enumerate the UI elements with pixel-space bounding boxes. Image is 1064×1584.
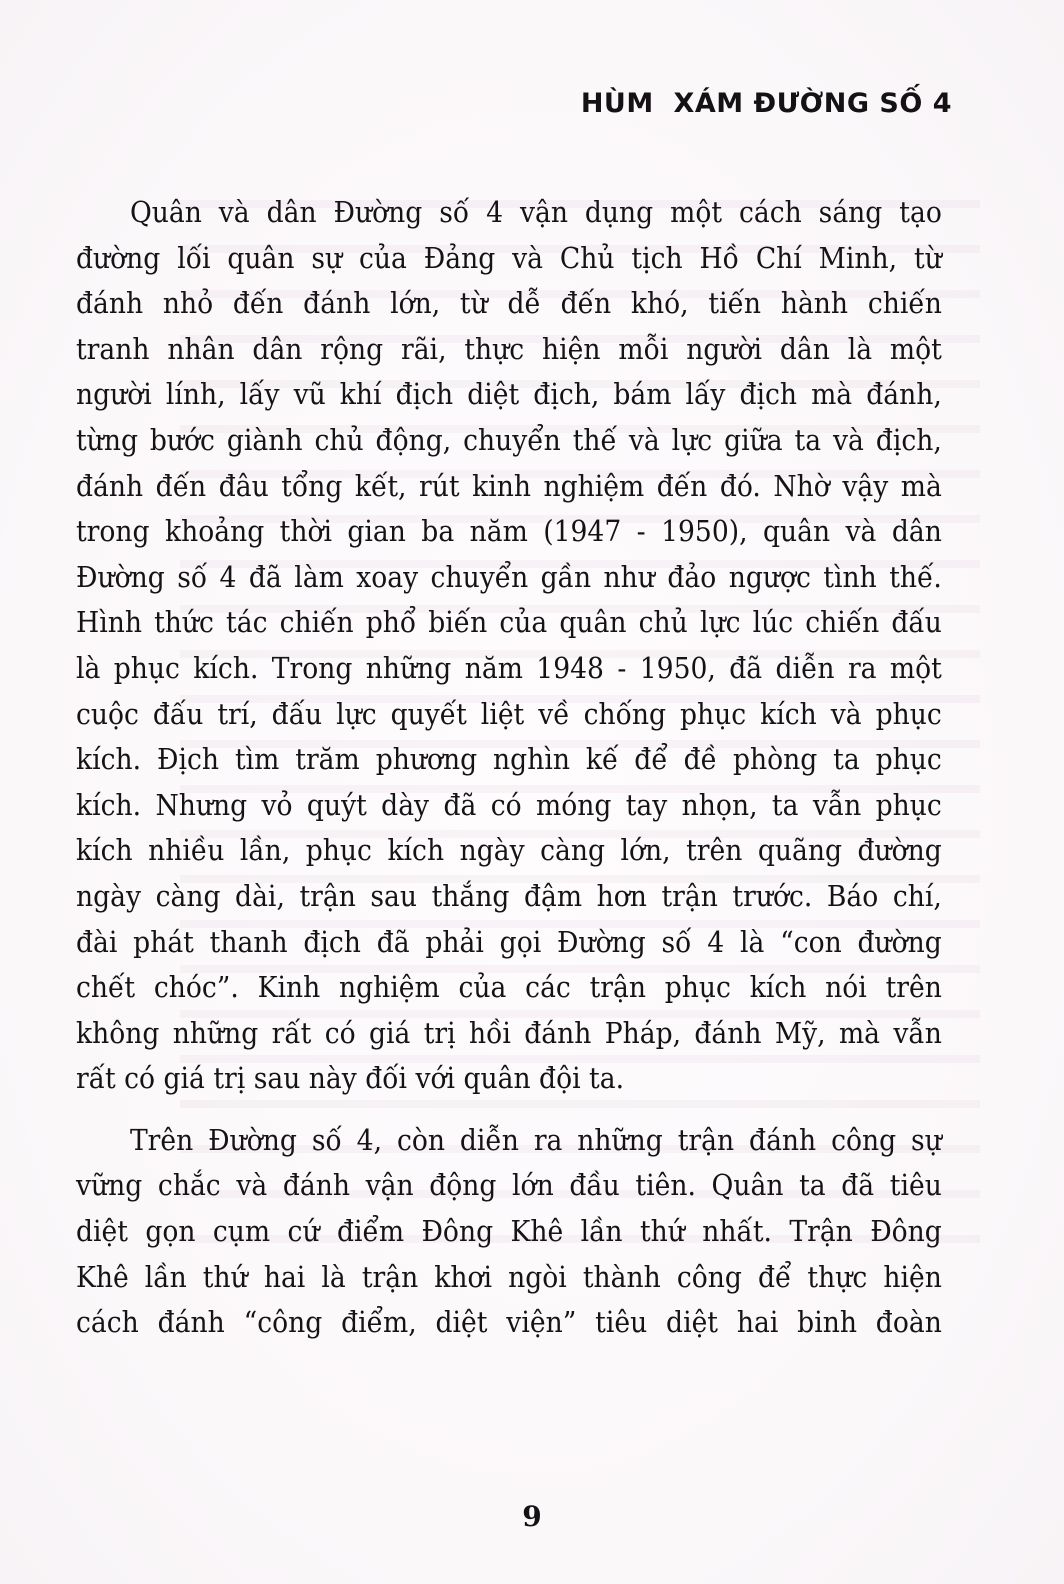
text-line: kích. Nhưng vỏ quýt dày đã có móng tay nhọn, ta vẫn phục <box>76 787 942 822</box>
text-line: đài phát thanh địch đã phải gọi Đường số 4 là “con đường <box>76 924 942 959</box>
text-line: chết chóc”. Kinh nghiệm của các trận phục kích nói trên <box>76 970 942 1005</box>
text-line: ngày càng dài, trận sau thắng đậm hơn trận trước. Báo chí, <box>76 878 942 913</box>
text-line: kích nhiều lần, phục kích ngày càng lớn, trên quãng đường <box>76 833 942 868</box>
text-line: đường lối quân sự của Đảng và Chủ tịch Hồ Chí Minh, từ <box>76 240 942 275</box>
paragraph-2 <box>76 1118 942 1346</box>
text-line: là phục kích. Trong những năm 1948 - 1950, đã diễn ra một <box>76 650 942 685</box>
text-line: từng bước giành chủ động, chuyển thế và lực giữa ta và địch, <box>76 422 942 457</box>
text-line: người lính, lấy vũ khí địch diệt địch, bám lấy địch mà đánh, <box>76 377 942 412</box>
text-line: Quân và dân Đường số 4 vận dụng một cách sáng tạo <box>129 195 942 229</box>
running-header: HÙM XÁM ĐƯỜNG SỐ 4 <box>580 88 952 119</box>
text-line: Hình thức tác chiến phổ biến của quân chủ lực lúc chiến đấu <box>76 605 942 640</box>
text-line: tranh nhân dân rộng rãi, thực hiện mỗi người dân là một <box>76 331 942 366</box>
text-line: diệt gọn cụm cứ điểm Đông Khê lần thứ nhất. Trận Đông <box>76 1214 942 1249</box>
text-line: vững chắc và đánh vận động lớn đầu tiên. Quân ta đã tiêu <box>76 1168 942 1203</box>
text-line: Trên Đường số 4, còn diễn ra những trận đánh công sự <box>129 1122 942 1157</box>
text-line: kích. Địch tìm trăm phương nghìn kế để đề phòng ta phục <box>76 742 942 777</box>
text-line: cách đánh “công điểm, diệt viện” tiêu diệt hai binh đoàn <box>76 1305 942 1340</box>
text-line: không những rất có giá trị hồi đánh Pháp, đánh Mỹ, mà vẫn <box>76 1015 942 1050</box>
paragraph-1 <box>76 190 942 1102</box>
text-line: trong khoảng thời gian ba năm (1947 - 1950), quân và dân <box>76 514 942 549</box>
page-number: 9 <box>522 1500 542 1533</box>
text-line: Khê lần thứ hai là trận khơi ngòi thành công để thực hiện <box>76 1259 942 1294</box>
text-line: rất có giá trị sau này đối với quân đội ta. <box>76 1061 625 1096</box>
paragraph-spacing <box>76 1102 881 1118</box>
body-text <box>76 190 942 1346</box>
text-line: đánh nhỏ đến đánh lớn, từ dễ đến khó, tiến hành chiến <box>76 286 942 321</box>
text-line: đánh đến đâu tổng kết, rút kinh nghiệm đến đó. Nhờ vậy mà <box>76 468 942 503</box>
text-line: cuộc đấu trí, đấu lực quyết liệt về chống phục kích và phục <box>76 696 942 731</box>
text-line: Đường số 4 đã làm xoay chuyển gần như đảo ngược tình thế. <box>76 559 942 594</box>
